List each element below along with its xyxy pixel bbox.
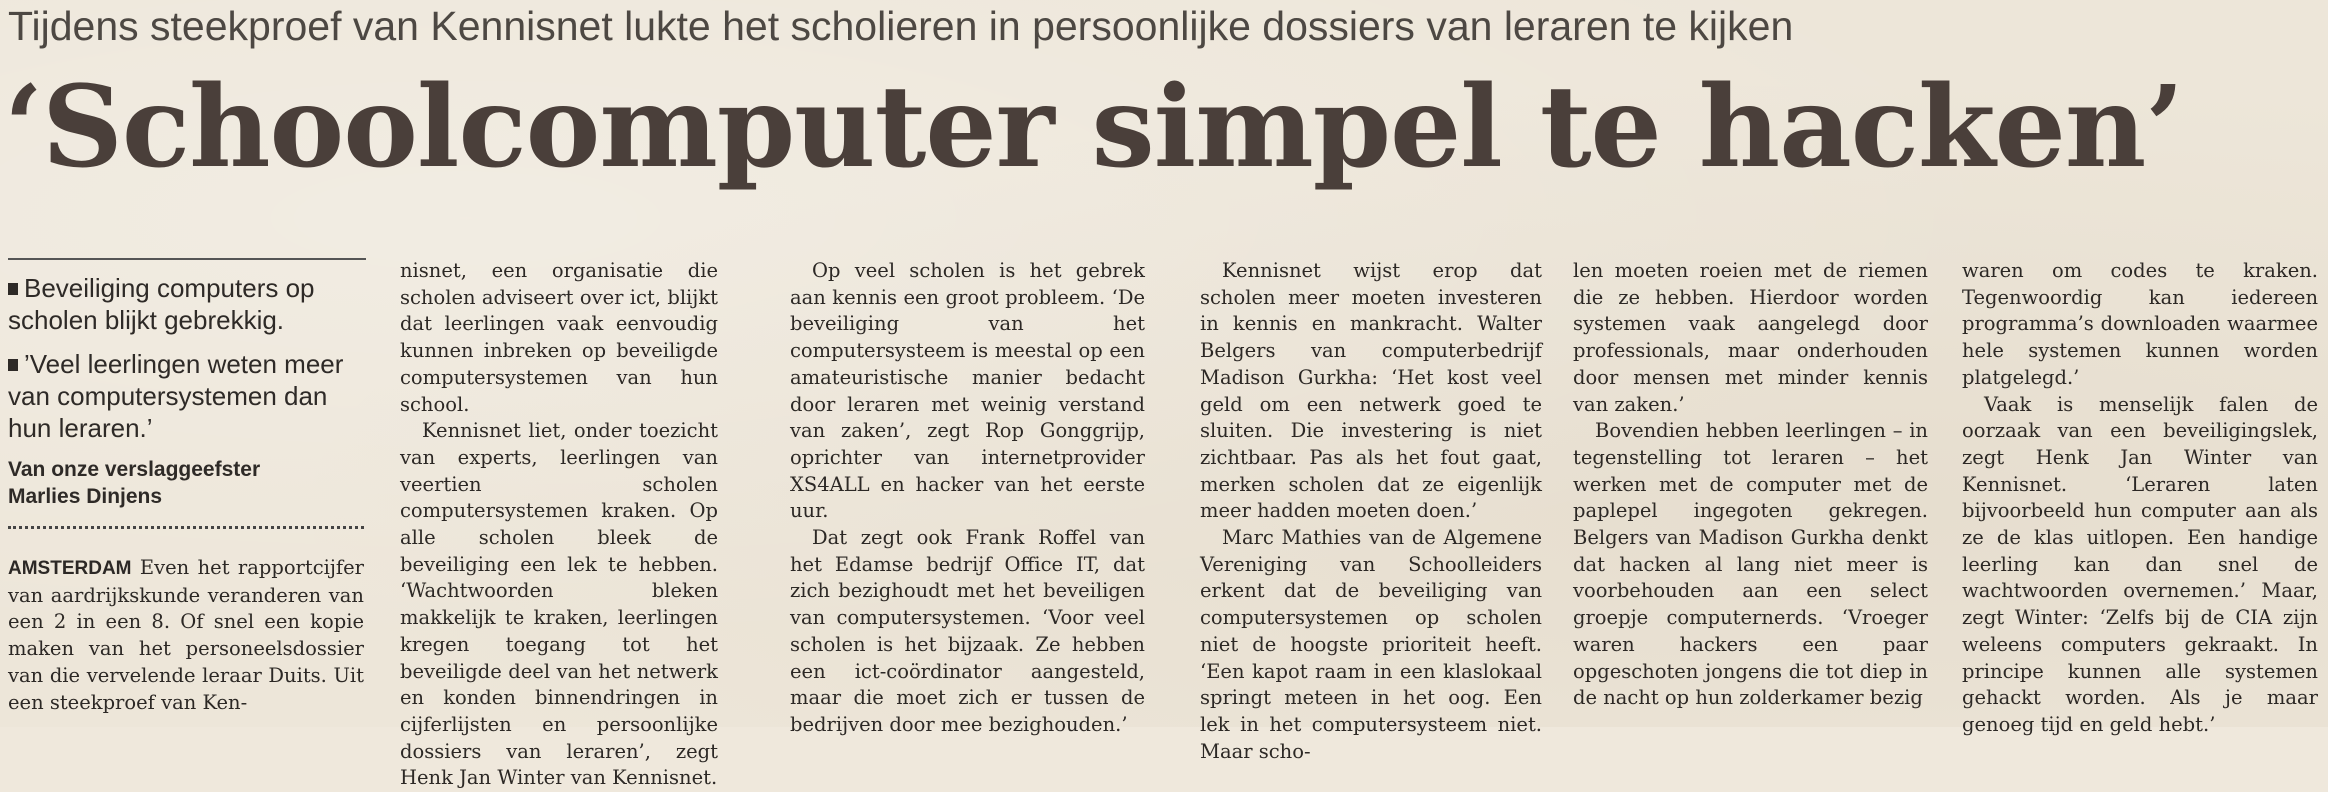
lead-divider	[8, 258, 366, 260]
article-paragraph: len moeten roeien met de riemen die ze hebben. Hierdoor worden systemen vaak aangelegd door professionals, maar onderhouden door mensen met minder kennis van zaken.’	[1573, 259, 1928, 416]
lead-bullet-text: Beveiliging computers op scholen blijkt gebrekkig.	[8, 273, 315, 335]
article-paragraph: Marc Mathies van de Algemene Vereniging van Schoolleiders erkent dat de beveiliging van computersystemen op scholen niet de hoogste prioriteit heeft. ‘Een kapot raam in een klaslokaal springt meteen in het oog. Een lek in het computersysteem niet. Maar scho-	[1200, 526, 1542, 763]
article-paragraph: Kennisnet liet, onder toezicht van experts, leerlingen van veertien scholen computersystemen kraken. Op alle scholen bleek de beveiliging een lek te hebben. ‘Wachtwoorden bleken makkelijk te kraken, leerlingen kregen toegang tot het beveiligde deel van het netwerk en konden binnendringen in cijferlijsten en persoonlijke dossiers van leraren’, zegt Henk Jan Winter van Kennisnet.	[400, 419, 718, 790]
lead-bullet	[8, 272, 368, 336]
article-paragraph: nisnet, een organisatie die scholen adviseert over ict, blijkt dat leerlingen vaak eenvoudig kunnen inbreken op beveiligde computersystemen van hun school.	[400, 259, 718, 416]
lead-bullet-text: ’Veel leerlingen weten meer van computersystemen dan hun leraren.’	[8, 349, 344, 443]
article-column-2	[400, 258, 718, 792]
dotted-separator	[8, 526, 364, 529]
lead-bullet	[8, 348, 368, 444]
bullet-square-icon	[8, 359, 18, 371]
bullet-square-icon	[8, 283, 18, 295]
headline: ‘Schoolcomputer simpel te hacken’	[4, 62, 2184, 193]
dateline: AMSTERDAM	[8, 558, 132, 579]
paragraph-text: Even het rapportcijfer van aardrijkskunde veranderen van een 2 in een 8. Of snel een kopie maken van het personeelsdossier van die vervelende leraar Duits. Uit een steekproef van Ken-	[8, 556, 364, 714]
article-column-6	[1962, 258, 2318, 739]
article-paragraph: waren om codes te kraken. Tegenwoordig kan iedereen programma’s downloaden waarmee hele systemen kunnen worden platgelegd.’	[1962, 259, 2318, 389]
article-paragraph: Vaak is menselijk falen de oorzaak van een beveiligingslek, zegt Henk Jan Winter van Kennisnet. ‘Leraren laten bijvoorbeeld hun computer aan als ze de klas uitlopen. Een handige leerling kan dan snel de wachtwoorden overnemen.’ Maar, zegt Winter: ‘Zelfs bij de CIA zijn weleens computers gekraakt. In principe kunnen alle systemen gehackt worden. Als je maar genoeg tijd en geld hebt.’	[1962, 392, 2318, 736]
article-paragraph: Op veel scholen is het gebrek aan kennis een groot probleem. ‘De beveiliging van het computersysteem is meestal op een amateuristische manier bedacht door leraren met weinig verstand van zaken’, zegt Rop Gonggrijp, oprichter van internetprovider XS4ALL en hacker van het eerste uur.	[790, 259, 1145, 523]
article-paragraph: Bovendien hebben leerlingen – in tegenstelling tot leraren – het werken met de computer met de paplepel ingegoten gekregen. Belgers van Madison Gurkha denkt dat hacken al lang niet meer is voorbehouden aan een select groepje computernerds. ‘Vroeger waren hackers een paar opgeschoten jongens die tot diep in de nacht op hun zolderkamer bezig	[1573, 419, 1928, 710]
article-column-1	[8, 555, 364, 716]
article-paragraph	[8, 555, 364, 716]
byline	[8, 456, 368, 510]
article-column-4	[1200, 258, 1542, 765]
article-column-3	[790, 258, 1145, 739]
byline-author: Marlies Dinjens	[8, 485, 163, 508]
lead-box	[8, 272, 368, 543]
article-paragraph: Dat zegt ook Frank Roffel van het Edamse bedrijf Office IT, dat zich bezighoudt met het beveiligen van computersystemen. ‘Voor veel scholen is het bijzaak. Ze hebben een ict-coördinator aangesteld, maar die moet zich er tussen de bedrijven door mee bezighouden.’	[790, 526, 1145, 736]
byline-role: Van onze verslaggeefster	[8, 458, 261, 481]
article-paragraph: Kennisnet wijst erop dat scholen meer moeten investeren in kennis en mankracht. Walter Belgers van computerbedrijf Madison Gurkha: ‘Het kost veel geld om een netwerk goed te sluiten. Die investering is niet zichtbaar. Pas als het fout gaat, merken scholen dat ze eigenlijk meer hadden moeten doen.’	[1200, 259, 1542, 523]
article-column-5	[1573, 258, 1928, 712]
kicker-line: Tijdens steekproef van Kennisnet lukte het scholieren in persoonlijke dossiers van leraren te kijken	[8, 3, 1794, 49]
